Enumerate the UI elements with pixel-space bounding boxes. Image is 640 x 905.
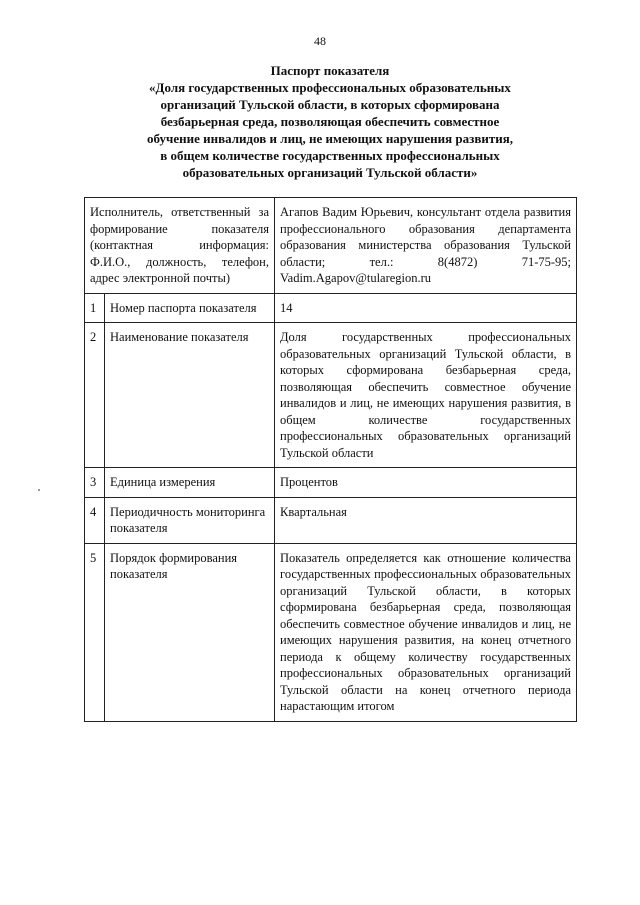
row-number: 3 [85,468,105,498]
table-row [85,323,577,468]
row-number: 2 [85,323,105,468]
passport-table [84,197,577,722]
executor-value: Агапов Вадим Юрьевич, консультант отдела развития профессионального образования департамента образования министерства образования Тульской области; тел.: 8(4872) 71-75-95; Vadim.Agapov@tularegion.ru [275,198,577,294]
table-row-executor [85,198,577,294]
row-label: Наименование показателя [105,323,275,468]
row-value: Квартальная [275,497,577,543]
row-label: Порядок формирования показателя [105,543,275,721]
title-line-3: организаций Тульской области, в которых сформирована [160,97,500,112]
table-row [85,543,577,721]
row-number: 1 [85,293,105,323]
row-value: Показатель определяется как отношение количества государственных профессиональных образовательных организаций Тульской области, в которых сформирована безбарьерная среда, позволяющая обеспечить совместное обучение инвалидов и лиц, не имеющих нарушения развития, на конец отчетного периода к общему количеству государственных профессиональных образовательных организаций Тульской области на конец отчетного периода нарастающим итогом [275,543,577,721]
page-number: 48 [314,34,326,48]
row-label: Периодичность мониторинга показателя [105,497,275,543]
row-number: 5 [85,543,105,721]
title-line-5: обучение инвалидов и лиц, не имеющих нарушения развития, [147,131,513,146]
executor-label: Исполнитель, ответственный за формирование показателя (контактная информация: Ф.И.О., должность, телефон, адрес электронной почты) [85,198,275,294]
row-value: Доля государственных профессиональных образовательных организаций Тульской области, в которых сформирована безбарьерная среда, позволяющая обеспечить совместное обучение инвалидов и лиц, не имеющих нарушения развития, в общем количестве государственных профессиональных образовательных организаций Тульской области [275,323,577,468]
title-line-1: Паспорт показателя [270,63,390,78]
table-row [85,468,577,498]
document-title [110,62,550,181]
title-line-4: безбарьерная среда, позволяющая обеспечить совместное [160,114,500,129]
title-line-7: образовательных организаций Тульской области» [182,165,478,180]
title-line-6: в общем количестве государственных профессиональных [160,148,500,163]
title-line-2: «Доля государственных профессиональных образовательных [149,80,511,95]
row-value: 14 [275,293,577,323]
row-label: Единица измерения [105,468,275,498]
row-label: Номер паспорта показателя [105,293,275,323]
row-value: Процентов [275,468,577,498]
row-number: 4 [85,497,105,543]
table-row [85,497,577,543]
table-row [85,293,577,323]
margin-mark [38,489,40,491]
